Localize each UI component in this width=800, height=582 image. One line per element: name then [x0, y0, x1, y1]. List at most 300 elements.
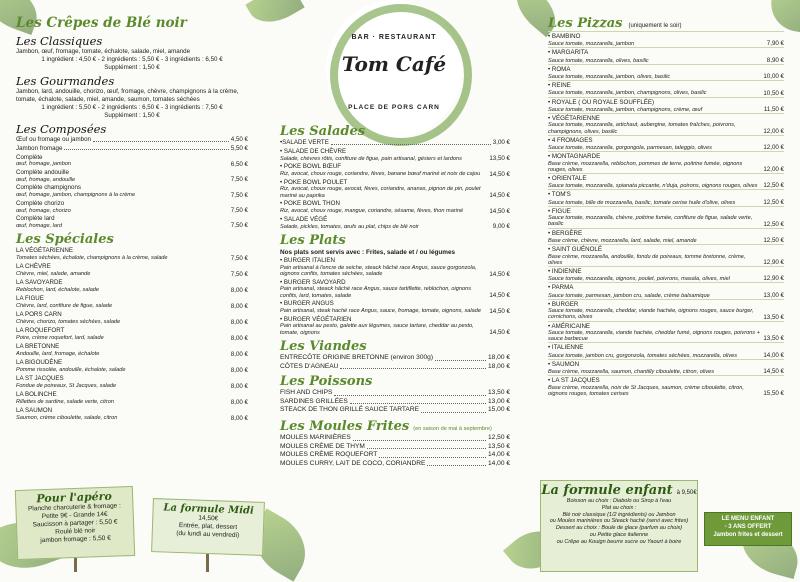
item-name-line — [280, 200, 510, 207]
dot-leader — [93, 141, 229, 142]
item-name: BURGER VÉGÉTARIEN — [283, 315, 352, 323]
item-desc: Base crème, chèvre, mozzarella, lard, salade, miel, amande — [548, 237, 697, 244]
item-desc-line — [548, 308, 784, 320]
item-price: 8,00 € — [230, 334, 248, 342]
speciales-list — [16, 247, 248, 421]
item-row — [280, 434, 510, 443]
item-name: SARDINES GRILLÉES — [280, 397, 348, 405]
item-name-line — [280, 279, 510, 286]
menu-item — [16, 154, 248, 168]
item-name: LA ST JACQUES — [551, 377, 600, 385]
item-name: POKE BOWL BŒUF — [283, 163, 342, 171]
dot-leader — [340, 368, 486, 369]
item-name-line — [548, 191, 784, 198]
item-name: SALADE VERTE — [282, 139, 329, 146]
item-price: 14,50 € — [489, 292, 510, 299]
item-name-line — [548, 377, 784, 384]
item-price: 8,00 € — [230, 302, 248, 310]
item-desc-line — [548, 73, 784, 80]
gourmandes-prices: 1 ingrédient : 5,50 € - 2 ingrédients : 6,50 € - 3 ingrédients : 7,50 € — [41, 104, 223, 111]
dot-leader — [367, 448, 486, 449]
item-desc-line — [16, 192, 248, 199]
item-name-line — [548, 361, 784, 368]
item-name-line — [548, 268, 784, 275]
item-desc-line — [16, 287, 248, 294]
item-desc-line — [548, 106, 784, 113]
item-name: POKE BOWL POULET — [283, 178, 348, 186]
item-desc: Sauce tomate, mozzarella, viande hachée, cheddar fumé, oignons rouges, poivrons + sauce barbecue — [548, 329, 760, 343]
item-price: 3,00 € — [492, 139, 510, 146]
bullet: • — [548, 49, 552, 57]
item-name: BURGER ANGUS — [283, 300, 334, 308]
item-desc-line — [280, 186, 510, 199]
item-desc: Reblochon, lard, échalote, salade — [16, 287, 100, 294]
item-price: 7,50 € — [230, 254, 248, 262]
bullet: • — [280, 315, 284, 323]
item-row — [280, 354, 510, 363]
item-name: BURGER SAVOYARD — [283, 278, 346, 286]
item-desc-line — [16, 415, 248, 422]
logo-name: Tom Café — [341, 52, 447, 76]
item-desc-line — [548, 199, 784, 206]
item-name-line — [280, 179, 510, 186]
item-price: 12,90 € — [763, 258, 784, 266]
item-name: LA BRETONNE — [16, 343, 60, 351]
item-name-line — [548, 99, 784, 106]
item-desc: Base crème, mozzarella, andouille, fondu de poireaux, tomme bretonne, crème, olives — [548, 253, 746, 266]
item-desc: Fondue de poireaux, St Jacques, salade — [16, 383, 117, 390]
item-price: 13,00 € — [488, 397, 510, 405]
item-name-line — [548, 246, 784, 253]
item-price: 8,90 € — [766, 56, 784, 64]
menu-enfant-line: - 3 ANS OFFERT — [724, 524, 772, 530]
menu-item — [16, 169, 248, 183]
item-desc: Sauce tomate, mozzarella, olives, basilic — [548, 57, 649, 64]
item-desc: Sauce tomate, mozzarella, jambon — [548, 41, 635, 48]
menu-item — [16, 215, 248, 229]
item-desc: Chèvre, miel, salade, amande — [16, 271, 91, 278]
item-desc-line — [548, 215, 784, 227]
formule-enfant-line: ou Petite glace italienne — [589, 531, 649, 538]
item-name-line — [280, 300, 510, 307]
item-desc-line — [548, 352, 784, 359]
bullet: • — [280, 300, 284, 308]
item-name: MOULES CRÈME DE THYM — [280, 442, 365, 450]
item-price: 14,50 € — [489, 270, 510, 278]
menu-enfant-plaque — [704, 512, 792, 546]
apero-line: Roulé blé noir — [55, 527, 96, 536]
bullet: • — [548, 207, 552, 215]
formule-enfant-lines — [541, 498, 697, 546]
item-row — [280, 460, 510, 469]
pizza-item — [548, 299, 784, 321]
menu-item — [16, 343, 248, 357]
item-desc-line — [280, 323, 510, 336]
menu-item — [16, 327, 248, 341]
bullet: • — [548, 246, 552, 254]
item-row — [280, 406, 510, 415]
pizza-item — [548, 206, 784, 228]
item-price: 9,00 € — [492, 223, 510, 231]
item-desc-line — [16, 255, 248, 262]
dot-leader — [331, 144, 491, 145]
bullet: • — [548, 229, 552, 237]
item-name: SALADE DE CHÈVRE — [283, 147, 347, 155]
bullet: • — [548, 175, 552, 183]
item-price: 13,50 € — [488, 442, 510, 450]
menu-item — [280, 216, 510, 230]
bullet: • — [548, 322, 552, 330]
item-desc: Sauce tomate, mozzarella, jambon, olives, basilic — [548, 74, 671, 81]
formule-midi-line: Entrée, plat, dessert — [178, 521, 238, 532]
item-desc: Base crème, mozzarella, noix de St Jacques, saumon, crème ciboulette, citron, oignons rouges, tomates cerises — [548, 384, 744, 397]
item-price: 8,00 € — [230, 350, 248, 358]
item-name: BAMBINO — [551, 33, 581, 40]
item-desc-line — [280, 308, 510, 315]
item-name-line — [548, 49, 784, 56]
bullet: • — [548, 377, 552, 385]
menu-enfant-line: Jambon frites et dessert — [713, 532, 783, 538]
item-name: Œuf ou fromage ou jambon — [16, 136, 91, 143]
salades-list — [280, 139, 510, 230]
formule-enfant-line: Dessert au choix : Boule de glace (parfum au choix) — [555, 525, 683, 532]
bullet: • — [548, 115, 552, 123]
item-name: AMÉRICAINE — [551, 322, 591, 330]
menu-item — [16, 375, 248, 389]
crepes-title: Les Crêpes de Blé noir — [16, 15, 187, 31]
menu-item — [16, 263, 248, 277]
item-price: 13,50 € — [488, 389, 510, 397]
item-name: PARMA — [551, 284, 574, 292]
bullet: • — [548, 284, 552, 292]
menu-item — [280, 163, 510, 177]
item-row — [280, 443, 510, 452]
item-name: MOULES CRÈME ROQUEFORT — [280, 451, 378, 459]
item-name-line — [548, 175, 784, 182]
item-price: 12,00 € — [763, 166, 784, 174]
item-name: BURGER ITALIEN — [283, 257, 336, 265]
item-desc-line — [16, 303, 248, 310]
item-name: SALADE VÉGÉ — [283, 215, 328, 223]
item-desc-line — [16, 335, 248, 342]
item-price: 12,00 € — [763, 144, 784, 152]
item-price: 8,00 € — [230, 382, 248, 390]
item-desc-line — [16, 399, 248, 406]
item-desc: œuf, fromage, jambon — [16, 161, 72, 168]
item-name: Complète chorizo — [16, 199, 65, 207]
item-price: 7,50 € — [230, 176, 248, 184]
viandes-list — [280, 354, 510, 371]
item-name-line — [548, 33, 784, 40]
moules-list — [280, 434, 510, 468]
apero-line: Petite 9€ - Grande 14€ — [41, 510, 108, 521]
item-price: 7,50 € — [230, 206, 248, 214]
apero-line: Planche charcuterie & fromage : — [27, 502, 121, 513]
item-price: 14,50 € — [489, 207, 510, 215]
dot-leader — [64, 149, 228, 150]
apero-line: jambon fromage : 5,50 € — [40, 534, 111, 545]
dot-leader — [379, 457, 486, 458]
item-name-line — [548, 153, 784, 160]
pizza-item — [548, 321, 784, 343]
bullet: • — [548, 191, 552, 199]
item-name: Complète andouille — [16, 168, 69, 176]
item-desc-line — [548, 254, 784, 266]
item-desc-line — [548, 275, 784, 282]
item-row — [16, 136, 248, 144]
formule-enfant-price: à 9,50€ — [676, 490, 697, 496]
item-name: SAUMON — [551, 360, 580, 368]
logo-top-text: BAR · RESTAURANT — [351, 34, 437, 41]
item-desc: Riz, avocat, choux rouge, mangue, coriandre, sésame, fèves, thon mariné — [280, 208, 464, 215]
plats-intro: Nos plats sont servis avec : Frites, salade et / ou légumes — [280, 249, 456, 257]
item-price: 11,50 € — [763, 106, 784, 114]
item-name-line — [548, 301, 784, 308]
item-price: 12,50 € — [763, 198, 784, 206]
menu-enfant-line: LE MENU ENFANT — [721, 516, 775, 522]
item-name-line — [548, 230, 784, 237]
pizza-item — [548, 282, 784, 298]
apero-title: Pour l'apéro — [36, 489, 113, 506]
item-desc: Tomates séchées, échalote, champignons à la crème, salade — [16, 255, 168, 262]
pizza-item — [548, 31, 784, 47]
pizza-item — [548, 135, 784, 151]
menu-item — [280, 257, 510, 277]
item-price: 13,50 € — [763, 313, 784, 321]
item-price: 8,00 € — [230, 286, 248, 294]
moules-title: Les Moules Frites — [280, 418, 410, 434]
dot-leader — [427, 465, 486, 466]
item-name: LA ST JACQUES — [16, 375, 64, 383]
item-desc: œuf, fromage, andouille — [16, 176, 76, 183]
menu-item — [280, 316, 510, 336]
item-name-line — [548, 323, 784, 330]
menu-item — [280, 200, 510, 214]
item-name-line — [280, 216, 510, 223]
item-desc-line — [280, 265, 510, 278]
item-name: LA CHÈVRE — [16, 263, 51, 271]
item-desc-line — [16, 161, 248, 168]
item-desc: Sauce tomate, jambon cru, gorgonzola, tomates séchées, mozzarella, olives — [548, 352, 738, 359]
item-name: REINE — [551, 82, 571, 90]
formule-midi-plaque — [151, 498, 265, 556]
formule-enfant-line: ou Moules marinières ou Steack haché (servi avec frites) — [549, 518, 689, 525]
item-name-line — [548, 344, 784, 351]
formule-enfant-header — [541, 483, 697, 498]
item-name-line — [280, 163, 510, 170]
item-price: 7,50 € — [230, 191, 248, 199]
item-price: 7,50 € — [230, 222, 248, 230]
item-name: ORIENTALE — [551, 175, 587, 183]
formule-midi-line: (du lundi au vendredi) — [176, 529, 240, 540]
item-desc-line — [548, 57, 784, 64]
bullet: • — [280, 139, 283, 146]
bullet: • — [548, 153, 552, 161]
item-price: 7,50 € — [230, 270, 248, 278]
item-price: 13,00 € — [763, 291, 784, 299]
item-desc-line — [16, 383, 248, 390]
item-price: 14,50 € — [489, 170, 510, 178]
item-desc: Salade, pickles, tomates, œufs au plat, chips de blé noir — [280, 223, 419, 230]
item-name-line — [280, 257, 510, 264]
item-name-line — [280, 316, 510, 323]
item-desc: Pain artisanal à l'encre de seiche, steack hâché race Angus, sauce gorgonzola, oignons confits, tomates séchées, salade — [280, 264, 477, 278]
item-desc-line — [16, 319, 248, 326]
item-price: 12,50 € — [763, 220, 784, 228]
item-row — [280, 451, 510, 460]
item-name: FIGUE — [551, 207, 571, 215]
menu-item — [16, 391, 248, 405]
item-price: 14,50 € — [489, 307, 510, 315]
item-desc-line — [548, 90, 784, 97]
formule-midi-title: La formule Midi — [163, 502, 254, 517]
item-price: 18,00 € — [488, 354, 510, 361]
menu-item — [16, 200, 248, 214]
bullet: • — [280, 215, 284, 223]
item-name: MOULES CURRY, LAIT DE COCO, CORIANDRE — [280, 459, 426, 467]
dot-leader — [350, 403, 486, 404]
menu-item — [280, 139, 510, 147]
item-price: 12,00 € — [763, 127, 784, 135]
item-desc: Salade, chèvres rôtis, confiture de figue, pain artisanal, gésiers et lardons — [280, 155, 462, 162]
item-desc: Poire, crème roquefort, lard, salade — [16, 335, 104, 342]
formule-midi-price: 14,50€ — [198, 514, 219, 523]
moules-note: (en saison de mai à septembre) — [413, 425, 492, 432]
formule-enfant-line: Blé noir classique (1/2 ingrédients) ou Jambon — [562, 511, 676, 518]
bullet: • — [280, 200, 284, 208]
item-desc: Pomme rissolée, andouille, échalote, salade — [16, 367, 126, 374]
pizza-item — [548, 359, 784, 375]
menu-item — [280, 148, 510, 162]
item-name: MARGARITA — [551, 49, 589, 57]
apero-line: Saucisson à partager : 5,50 € — [32, 518, 118, 529]
bullet: • — [548, 136, 552, 144]
pizza-item — [548, 151, 784, 173]
pizza-item — [548, 113, 784, 135]
pizza-item — [548, 97, 784, 113]
menu-item — [16, 136, 248, 144]
poissons-list — [280, 389, 510, 415]
item-desc-line — [548, 292, 784, 299]
item-desc-line — [548, 368, 784, 375]
dot-leader — [421, 412, 486, 413]
item-name: ROMA — [551, 65, 571, 73]
classiques-desc: Jambon, œuf, fromage, tomate, échalote, salade, miel, amande — [16, 48, 191, 55]
item-desc-line — [16, 222, 248, 229]
speciales-title: Les Spéciales — [16, 232, 114, 248]
item-name: LA SAUMON — [16, 407, 53, 415]
item-desc-line — [16, 271, 248, 278]
bullet: • — [548, 98, 552, 106]
bullet: • — [280, 147, 284, 155]
item-name: LA FIGUE — [16, 295, 44, 303]
dot-leader — [334, 395, 486, 396]
item-name: LA ROQUEFORT — [16, 327, 65, 335]
classiques-title: Les Classiques — [16, 34, 103, 48]
item-name: LA PORS CARN — [16, 311, 62, 319]
item-price: 8,00 € — [230, 398, 248, 406]
menu-item — [280, 300, 510, 314]
item-row — [16, 145, 248, 153]
item-price: 15,00 € — [488, 406, 510, 414]
bullet: • — [280, 278, 284, 286]
pizza-item — [548, 244, 784, 266]
item-name: ITALIENNE — [551, 344, 584, 352]
item-desc: Pain artisanal, steak haché race Angus, sauce, fromage, tomate, oignons, salade — [280, 308, 481, 315]
item-desc: Base crème, mozzarella, saumon, chantilly ciboulette, citron, olives — [548, 368, 715, 375]
item-price: 14,50 € — [489, 329, 510, 336]
gourmandes-title: Les Gourmandes — [16, 74, 115, 88]
bullet: • — [548, 267, 552, 275]
item-desc: Andouille, lard, fromage, échalote — [16, 351, 100, 358]
item-price: 10,00 € — [763, 73, 784, 81]
item-desc-line — [16, 367, 248, 374]
menu-item — [16, 279, 248, 293]
item-name: VÉGÉTARIENNE — [551, 115, 600, 123]
menu-item — [16, 184, 248, 198]
item-desc: Riz, avocat, choux rouge, coriandre, fèves, banane bœuf mariné et noix de cajou — [280, 171, 481, 178]
item-desc-line — [548, 182, 784, 189]
bullet: • — [280, 178, 284, 186]
item-price: 8,00 € — [230, 414, 248, 422]
item-row — [280, 363, 510, 372]
pizza-item — [548, 266, 784, 282]
item-name: BURGER — [551, 300, 579, 308]
item-desc: Chèvre, lard, confiture de figue, salade — [16, 303, 113, 310]
pizza-item — [548, 47, 784, 63]
menu-item — [16, 295, 248, 309]
pizza-item — [548, 189, 784, 205]
item-price: 13,50 € — [763, 335, 784, 343]
menu-item — [280, 279, 510, 299]
item-desc-line — [16, 351, 248, 358]
pizza-item — [548, 80, 784, 96]
item-desc-line — [280, 223, 510, 230]
item-price: 12,90 € — [763, 275, 784, 283]
item-desc: Sauce tomate, mozzarella, jambon, champignons, olives, basilic — [548, 90, 707, 97]
item-price: 14,00 € — [488, 451, 510, 459]
item-name: CÔTES D'AGNEAU — [280, 362, 339, 370]
bullet: • — [280, 163, 284, 171]
item-desc-line — [548, 40, 784, 47]
item-price: 18,00 € — [488, 362, 510, 370]
item-name-line — [280, 148, 510, 155]
item-name-line — [548, 82, 784, 89]
item-name: Complète lard — [16, 215, 55, 223]
bullet: • — [280, 257, 284, 265]
bullet: • — [548, 344, 552, 352]
item-name-line — [548, 208, 784, 215]
menu-item — [16, 407, 248, 421]
item-desc-line — [548, 237, 784, 244]
item-name: MONTAGNARDE — [551, 153, 601, 161]
item-desc: Sauce tomate, mozzarella, chèvre, poitrine fumée, confiture de figue, salade verte, basilic — [548, 215, 753, 228]
item-name: INDIENNE — [551, 267, 582, 275]
pizza-item — [548, 342, 784, 358]
item-desc-line — [280, 155, 510, 162]
item-name: LA VÉGÉTARIENNE — [16, 247, 73, 255]
composees-title: Les Composées — [16, 122, 107, 136]
item-desc: Base crème, mozzarella, reblochon, pommes de terre, poitrine fumée, oignons rouges, olives — [548, 160, 743, 173]
item-price: 13,50 € — [489, 155, 510, 163]
item-desc-line — [548, 385, 784, 397]
item-desc: Pain artisanal, steack hâché race Angus, sauce tartiflette, reblochon, oignons confits, lard, tomates, salade — [280, 286, 472, 299]
item-name: LA BIGOUDÈNE — [16, 359, 63, 367]
formule-enfant-line: Plat au choix : — [601, 504, 637, 511]
item-price: 12,50 € — [763, 182, 784, 190]
item-name: STEACK DE THON GRILLÉ SAUCE TARTARE — [280, 406, 419, 414]
item-name: LA BOLINCHE — [16, 391, 57, 399]
